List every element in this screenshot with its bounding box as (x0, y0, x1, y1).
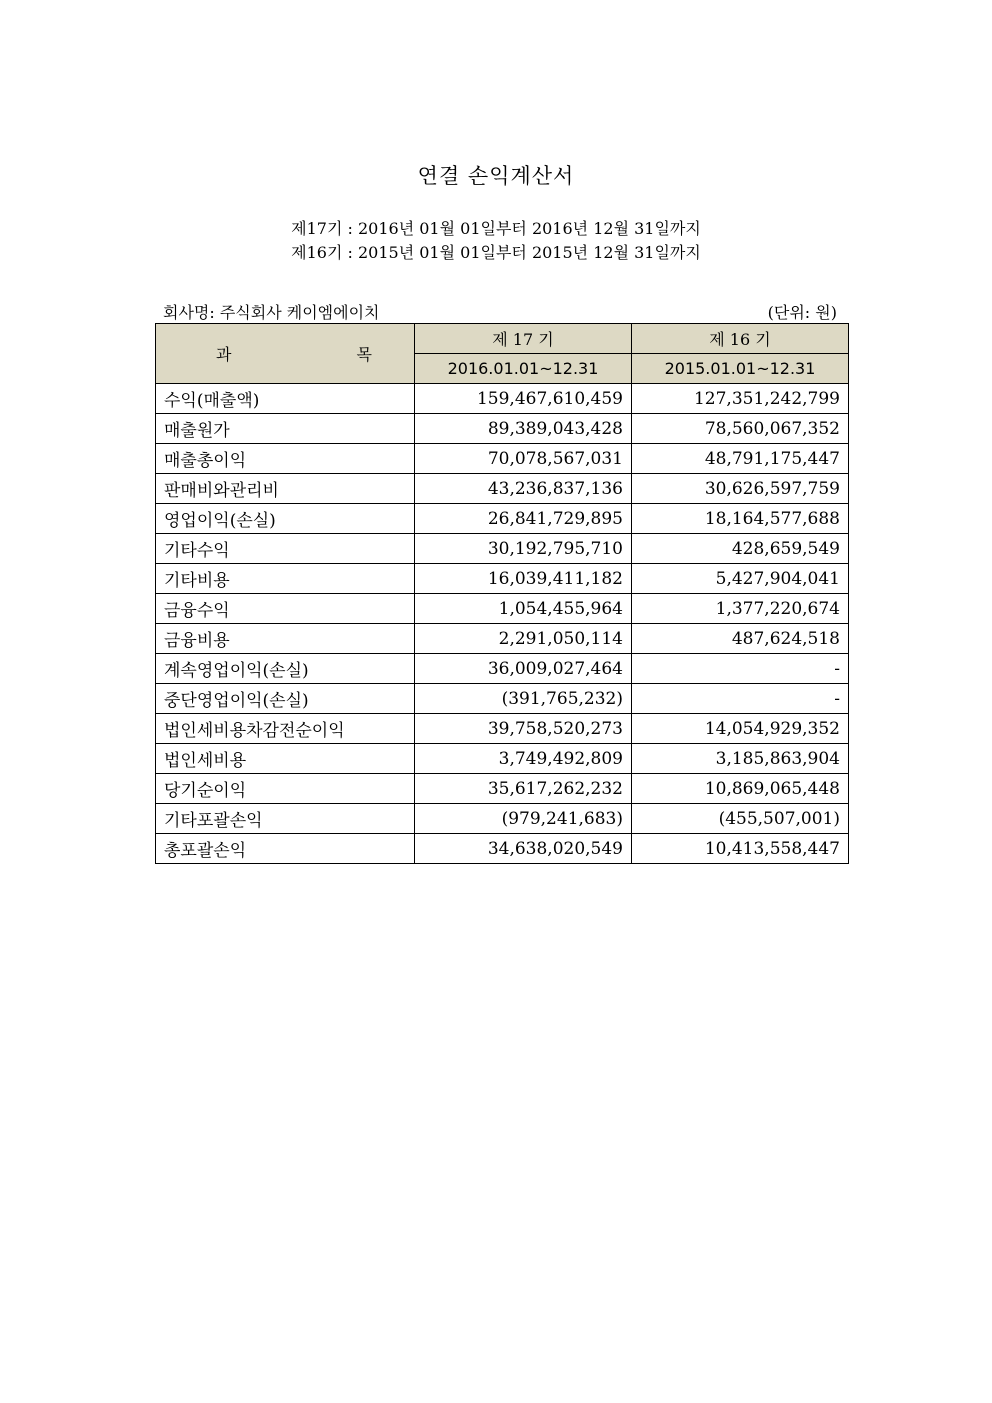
row-label: 영업이익(손실) (156, 504, 415, 534)
row-label: 매출총이익 (156, 444, 415, 474)
value-prior-period: - (632, 684, 849, 714)
value-prior-period: 10,869,065,448 (632, 774, 849, 804)
row-label: 판매비와관리비 (156, 474, 415, 504)
value-current-period: (391,765,232) (415, 684, 632, 714)
row-label: 기타비용 (156, 564, 415, 594)
unit-label: (단위: 원) (767, 303, 837, 322)
period-header-16: 제 16 기 (632, 324, 849, 354)
value-current-period: 159,467,610,459 (415, 384, 632, 414)
income-statement-table (155, 323, 849, 864)
date-range-17: 2016.01.01~12.31 (415, 354, 632, 384)
table-row (156, 624, 849, 654)
table-row (156, 804, 849, 834)
value-prior-period: 5,427,904,041 (632, 564, 849, 594)
value-prior-period: 428,659,549 (632, 534, 849, 564)
value-current-period: 2,291,050,114 (415, 624, 632, 654)
row-label: 법인세비용 (156, 744, 415, 774)
table-row (156, 534, 849, 564)
period-line-17: 제17기 : 2016년 01월 01일부터 2016년 12월 31일까지 (291, 219, 701, 238)
value-current-period: 16,039,411,182 (415, 564, 632, 594)
value-prior-period: 78,560,067,352 (632, 414, 849, 444)
row-label: 당기순이익 (156, 774, 415, 804)
value-prior-period: - (632, 654, 849, 684)
row-label: 계속영업이익(손실) (156, 654, 415, 684)
row-label: 금융수익 (156, 594, 415, 624)
value-prior-period: 18,164,577,688 (632, 504, 849, 534)
table-row (156, 564, 849, 594)
row-label: 기타포괄손익 (156, 804, 415, 834)
value-current-period: 1,054,455,964 (415, 594, 632, 624)
date-range-16: 2015.01.01~12.31 (632, 354, 849, 384)
row-label: 수익(매출액) (156, 384, 415, 414)
value-current-period: 36,009,027,464 (415, 654, 632, 684)
table-body (156, 384, 849, 864)
value-current-period: 30,192,795,710 (415, 534, 632, 564)
period-line-16: 제16기 : 2015년 01월 01일부터 2015년 12월 31일까지 (291, 243, 701, 262)
value-prior-period: 1,377,220,674 (632, 594, 849, 624)
value-current-period: 3,749,492,809 (415, 744, 632, 774)
table-row (156, 714, 849, 744)
period-header-17: 제 17 기 (415, 324, 632, 354)
table-row (156, 384, 849, 414)
value-prior-period: 10,413,558,447 (632, 834, 849, 864)
value-prior-period: 487,624,518 (632, 624, 849, 654)
value-current-period: 34,638,020,549 (415, 834, 632, 864)
table-row (156, 474, 849, 504)
value-prior-period: 127,351,242,799 (632, 384, 849, 414)
subject-header: 과 목 (156, 324, 415, 384)
row-label: 총포괄손익 (156, 834, 415, 864)
row-label: 금융비용 (156, 624, 415, 654)
table-row (156, 414, 849, 444)
value-current-period: (979,241,683) (415, 804, 632, 834)
value-current-period: 70,078,567,031 (415, 444, 632, 474)
row-label: 법인세비용차감전순이익 (156, 714, 415, 744)
row-label: 기타수익 (156, 534, 415, 564)
table-row (156, 774, 849, 804)
table-row (156, 504, 849, 534)
table-row (156, 834, 849, 864)
table-row (156, 744, 849, 774)
value-current-period: 35,617,262,232 (415, 774, 632, 804)
value-prior-period: 3,185,863,904 (632, 744, 849, 774)
value-current-period: 26,841,729,895 (415, 504, 632, 534)
value-current-period: 43,236,837,136 (415, 474, 632, 504)
table-row (156, 684, 849, 714)
value-prior-period: (455,507,001) (632, 804, 849, 834)
company-name: 회사명: 주식회사 케이엠에이치 (163, 303, 380, 322)
value-current-period: 89,389,043,428 (415, 414, 632, 444)
row-label: 중단영업이익(손실) (156, 684, 415, 714)
document-title: 연결 손익계산서 (417, 164, 575, 188)
value-prior-period: 48,791,175,447 (632, 444, 849, 474)
table-row (156, 654, 849, 684)
value-prior-period: 30,626,597,759 (632, 474, 849, 504)
value-current-period: 39,758,520,273 (415, 714, 632, 744)
header-row-period (156, 324, 849, 354)
table-row (156, 444, 849, 474)
value-prior-period: 14,054,929,352 (632, 714, 849, 744)
row-label: 매출원가 (156, 414, 415, 444)
table-row (156, 594, 849, 624)
